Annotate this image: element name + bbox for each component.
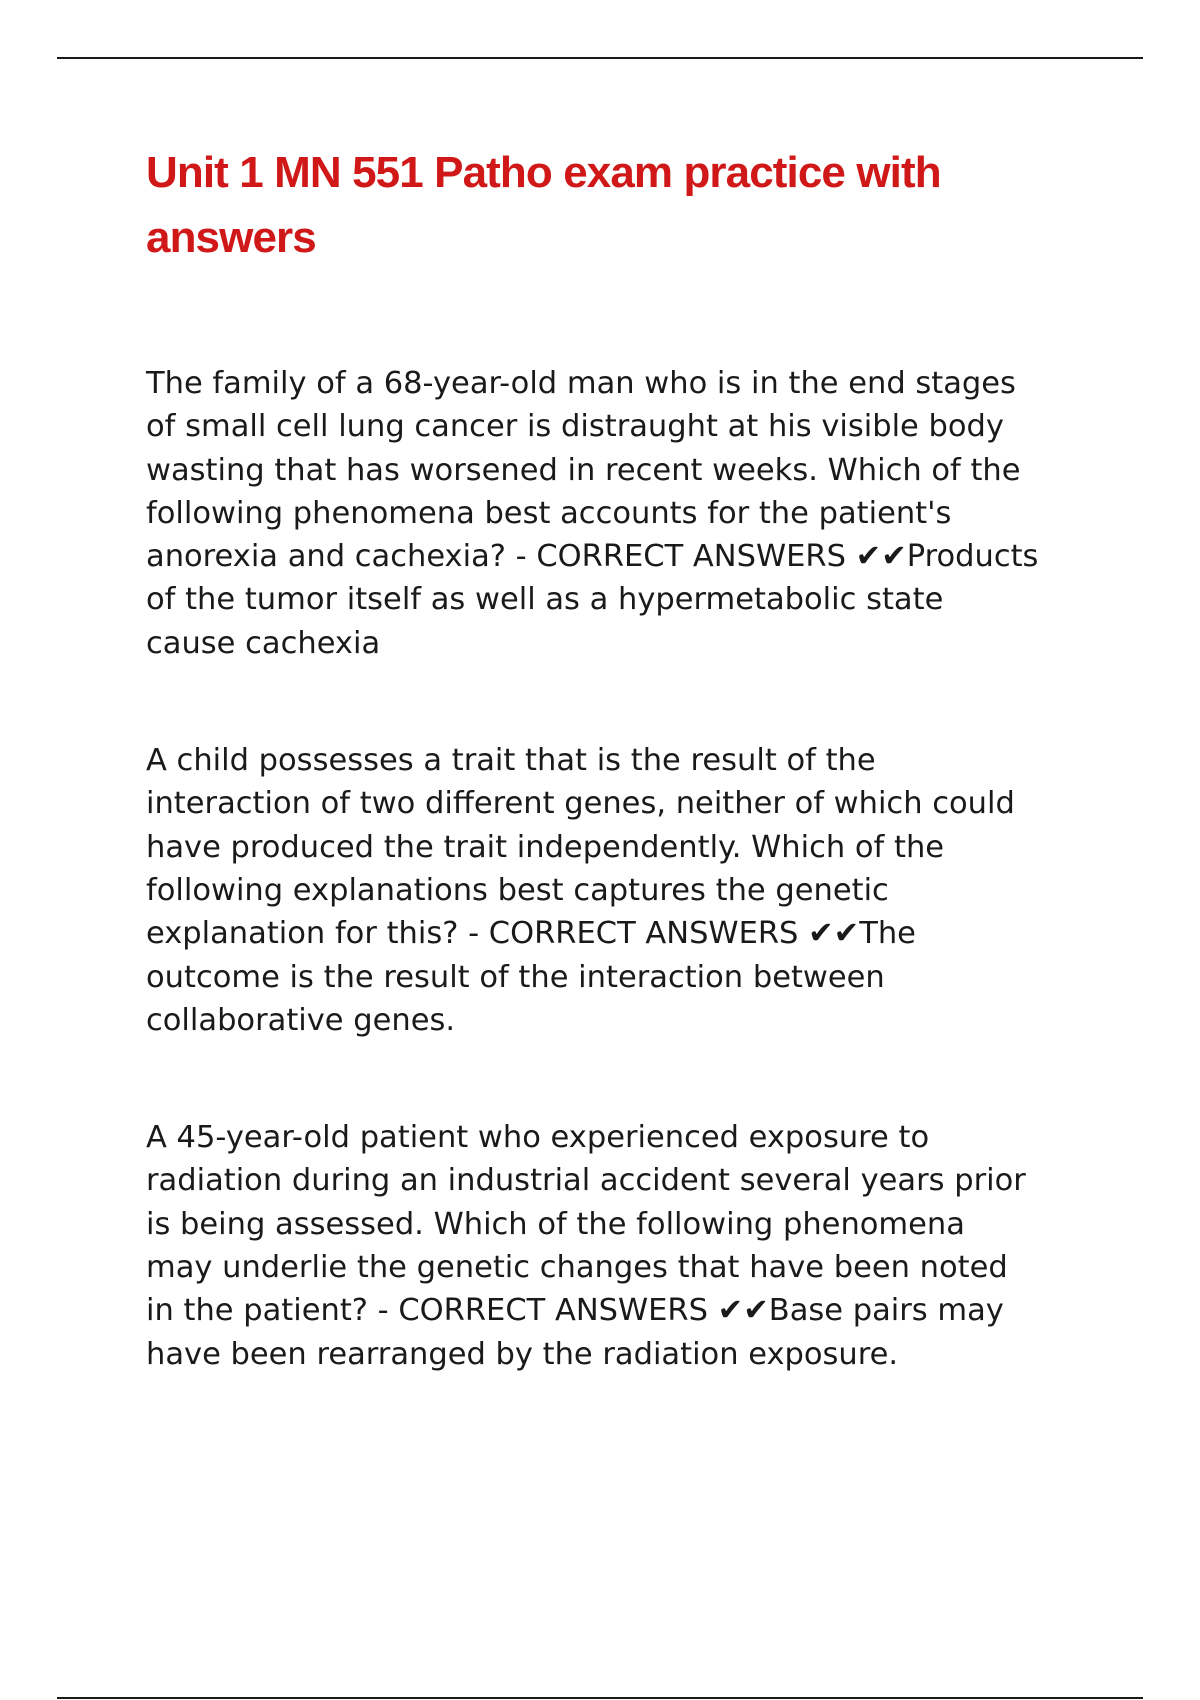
footer-rule: [57, 1697, 1143, 1699]
qa-list: [146, 362, 1106, 1376]
qa-item: A child possesses a trait that is the result of the interaction of two different genes, neither of which could have produced the trait independently. Which of the following explanations best captures the genetic explanation for this? - CORRECT ANSWERS ✔✔The outcome is the result of the interaction between collaborative genes.: [146, 743, 1015, 1038]
document-title: Unit 1 MN 551 Patho exam practice with answers: [146, 148, 941, 262]
document-body: [146, 140, 1106, 1450]
header-rule: [57, 57, 1143, 59]
qa-item: A 45-year-old patient who experienced exposure to radiation during an industrial accident several years prior is being assessed. Which of the following phenomena may underlie the genetic changes that have been noted in the patient? - CORRECT ANSWERS ✔✔Base pairs may have been rearranged by the radiation exposure.: [146, 1120, 1026, 1372]
qa-item: The family of a 68-year-old man who is in the end stages of small cell lung cancer is distraught at his visible body wasting that has worsened in recent weeks. Which of the following phenomena best accounts for the patient's anorexia and cachexia? - CORRECT ANSWERS ✔✔Products of the tumor itself as well as a hypermetabolic state cause cachexia: [146, 366, 1039, 661]
